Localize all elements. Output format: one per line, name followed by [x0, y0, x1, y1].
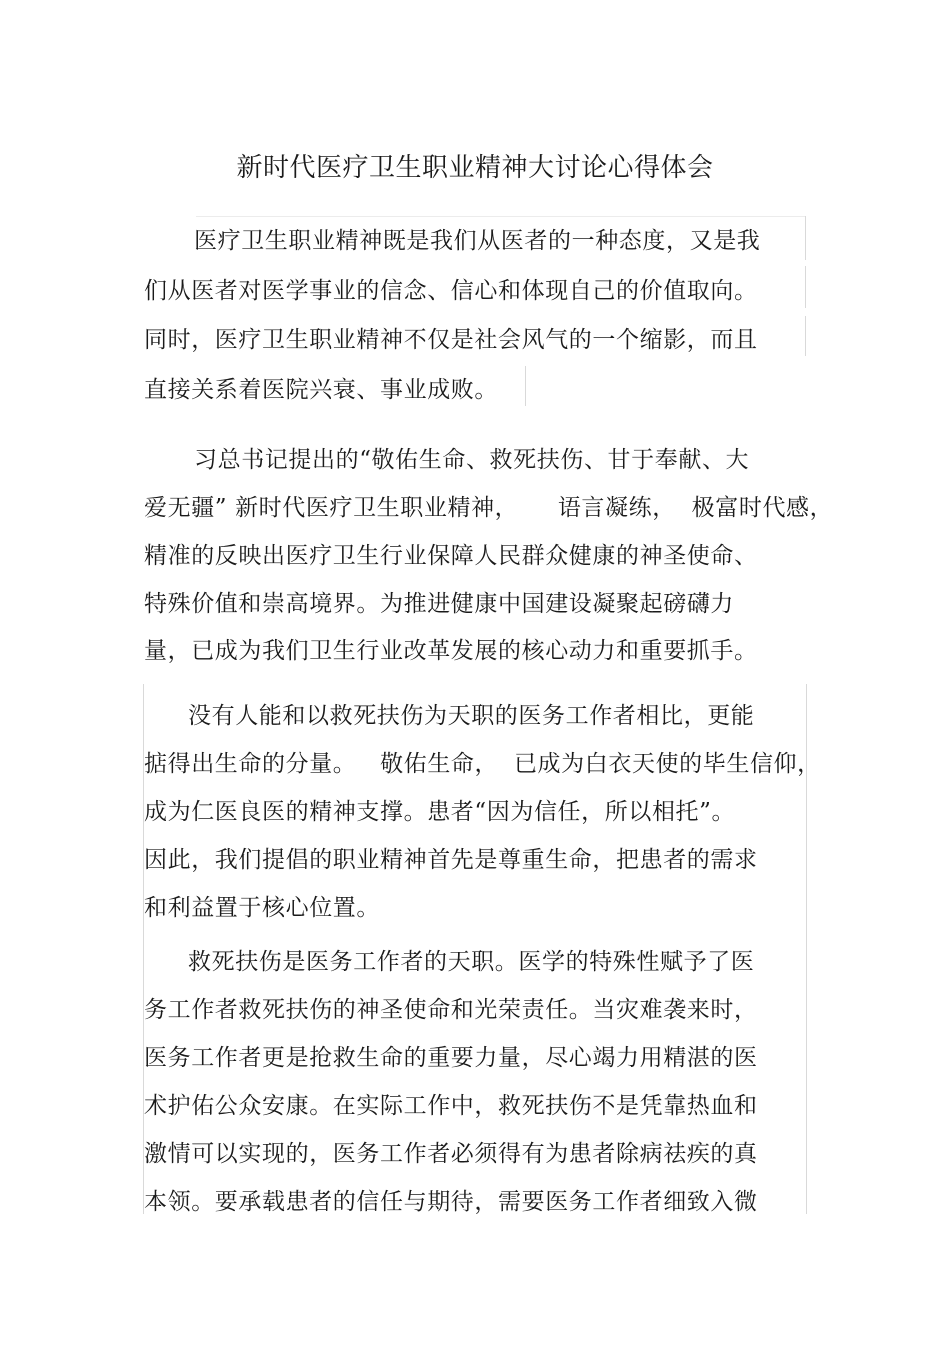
paragraph-line: 和利益置于核心位置。	[144, 895, 380, 921]
paragraph-line: 术护佑公众安康。在实际工作中，救死扶伤不是凭靠热血和	[144, 1093, 758, 1119]
paragraph-line: 成为仁医良医的精神支撑。患者“因为信任，所以相托”。	[144, 799, 736, 825]
paragraph-line: 习总书记提出的“敬佑生命、救死扶伤、甘于奉献、大	[194, 447, 750, 473]
scan-rule	[525, 366, 526, 406]
paragraph-line: 医疗卫生职业精神既是我们从医者的一种态度，又是我	[194, 228, 761, 254]
paragraph-line: 救死扶伤是医务工作者的天职。医学的特殊性赋予了医	[188, 949, 755, 975]
scan-rule	[805, 216, 806, 260]
document-title: 新时代医疗卫生职业精神大讨论心得体会	[236, 153, 714, 183]
scan-rule	[196, 216, 806, 217]
paragraph-line: 本领。要承载患者的信任与期待，需要医务工作者细致入微	[144, 1189, 758, 1215]
paragraph-line: 因此，我们提倡的职业精神首先是尊重生命，把患者的需求	[144, 847, 758, 873]
paragraph-line: 们从医者对医学事业的信念、信心和体现自己的价值取向。	[144, 278, 758, 304]
paragraph-line: 爱无疆” 新时代医疗卫生职业精神， 语言凝练， 极富时代感，	[144, 495, 834, 521]
paragraph-line: 直接关系着医院兴衰、事业成败。	[144, 377, 498, 403]
paragraph-line: 医务工作者更是抢救生命的重要力量，尽心竭力用精湛的医	[144, 1045, 758, 1071]
paragraph-line: 特殊价值和崇高境界。为推进健康中国建设凝聚起磅礴力	[144, 591, 734, 617]
paragraph-line: 务工作者救死扶伤的神圣使命和光荣责任。当灾难袭来时，	[144, 997, 758, 1023]
paragraph-line: 没有人能和以救死扶伤为天职的医务工作者相比，更能	[188, 703, 755, 729]
scan-rule	[805, 266, 806, 308]
scan-rule	[805, 316, 806, 356]
paragraph-line: 掂得出生命的分量。 敬佑生命， 已成为白衣天使的毕生信仰，	[144, 751, 821, 777]
paragraph-line: 同时，医疗卫生职业精神不仅是社会风气的一个缩影，而且	[144, 327, 758, 353]
paragraph-line: 激情可以实现的，医务工作者必须得有为患者除病祛疾的真	[144, 1141, 758, 1167]
paragraph-line: 量，已成为我们卫生行业改革发展的核心动力和重要抓手。	[144, 638, 758, 664]
paragraph-line: 精准的反映出医疗卫生行业保障人民群众健康的神圣使命、	[144, 543, 758, 569]
